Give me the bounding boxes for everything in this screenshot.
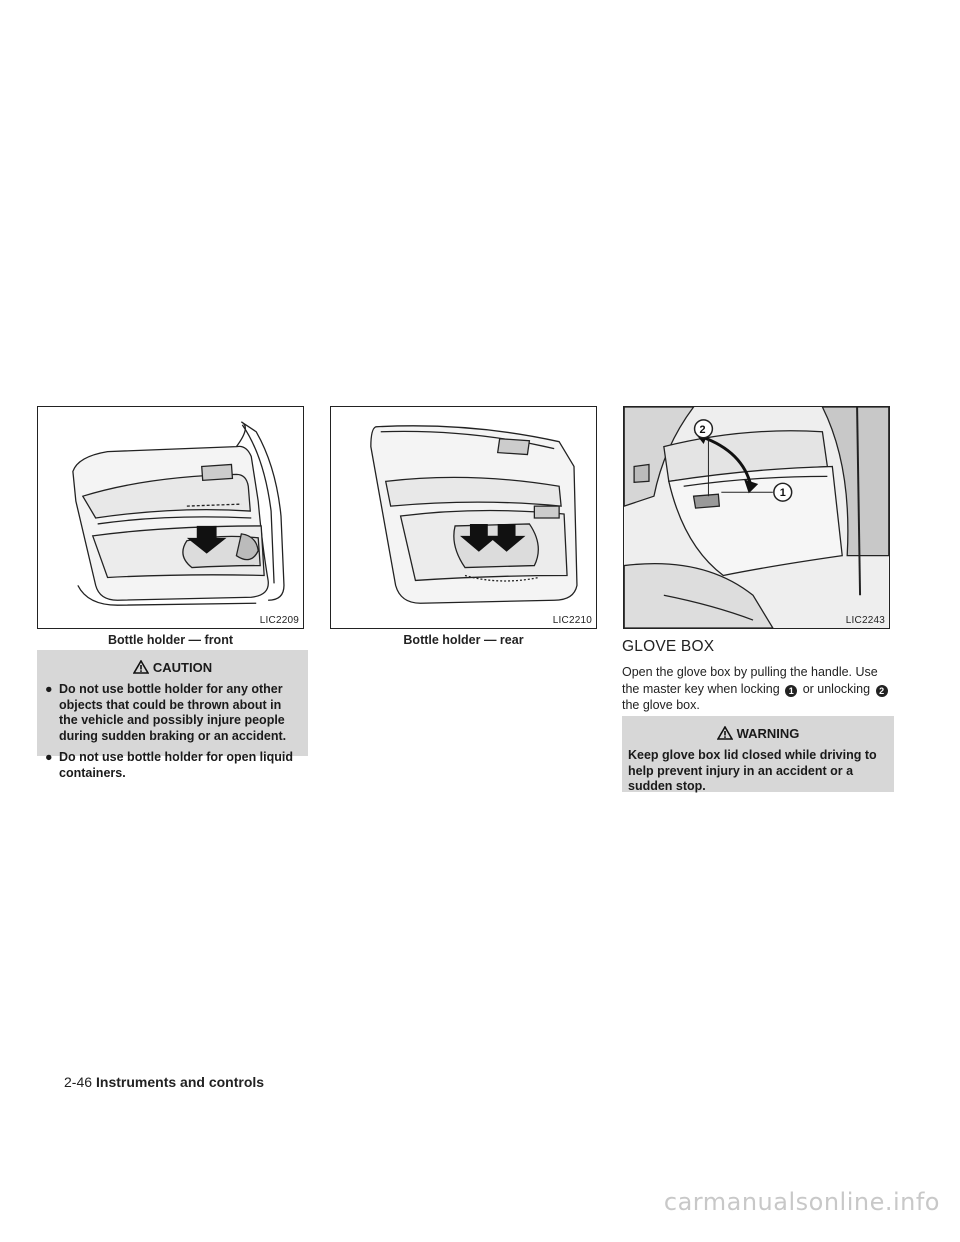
caution-item: ● Do not use bottle holder for open liquid containers. <box>45 750 294 780</box>
callout-2-badge: 2 <box>876 685 888 697</box>
warning-title: WARNING <box>736 725 800 741</box>
caution-header <box>37 650 308 678</box>
bullet-icon: ● <box>45 682 53 696</box>
figure-caption: Bottle holder — front <box>108 633 233 647</box>
callout-1-badge: 1 <box>785 685 797 697</box>
callout-2: 2 <box>699 423 706 436</box>
callout-1: 1 <box>779 487 786 500</box>
figure-code: LIC2210 <box>552 615 592 626</box>
figure-caption: Bottle holder — rear <box>403 633 524 647</box>
warning-triangle-icon <box>133 660 149 674</box>
front-door-bottle-holder-illustration <box>38 407 303 628</box>
warning-header <box>622 716 894 744</box>
watermark: carmanualsonline.info <box>663 1188 940 1216</box>
section-name: Instruments and controls <box>96 1074 265 1090</box>
figure-code: LIC2209 <box>259 615 299 626</box>
figure-code: LIC2243 <box>845 615 885 626</box>
warning-text: Keep glove box lid closed while driving to help prevent injury in an accident or a sudden stop. <box>628 748 877 793</box>
figure-rear-door <box>330 406 597 629</box>
figure-glove-box <box>623 406 890 629</box>
caution-box <box>37 650 308 780</box>
glove-box-illustration <box>624 407 889 628</box>
warning-triangle-icon <box>717 726 733 740</box>
caution-title: CAUTION <box>152 659 213 675</box>
page-number: 2-46 <box>64 1074 93 1090</box>
page-footer <box>64 1074 264 1090</box>
warning-box <box>622 716 894 792</box>
caution-item: ● Do not use bottle holder for any other objects that could be thrown about in the vehicle and possibly injure people during sudden braking or an accident. <box>45 682 287 743</box>
rear-door-bottle-holder-illustration <box>331 407 596 628</box>
section-title: GLOVE BOX <box>622 638 715 655</box>
figure-front-door <box>37 406 304 629</box>
bullet-icon: ● <box>45 750 53 764</box>
glove-box-description: Open the glove box by pulling the handle. Use the master key when locking 1 or unlocking 2 the glove box. <box>622 664 894 714</box>
